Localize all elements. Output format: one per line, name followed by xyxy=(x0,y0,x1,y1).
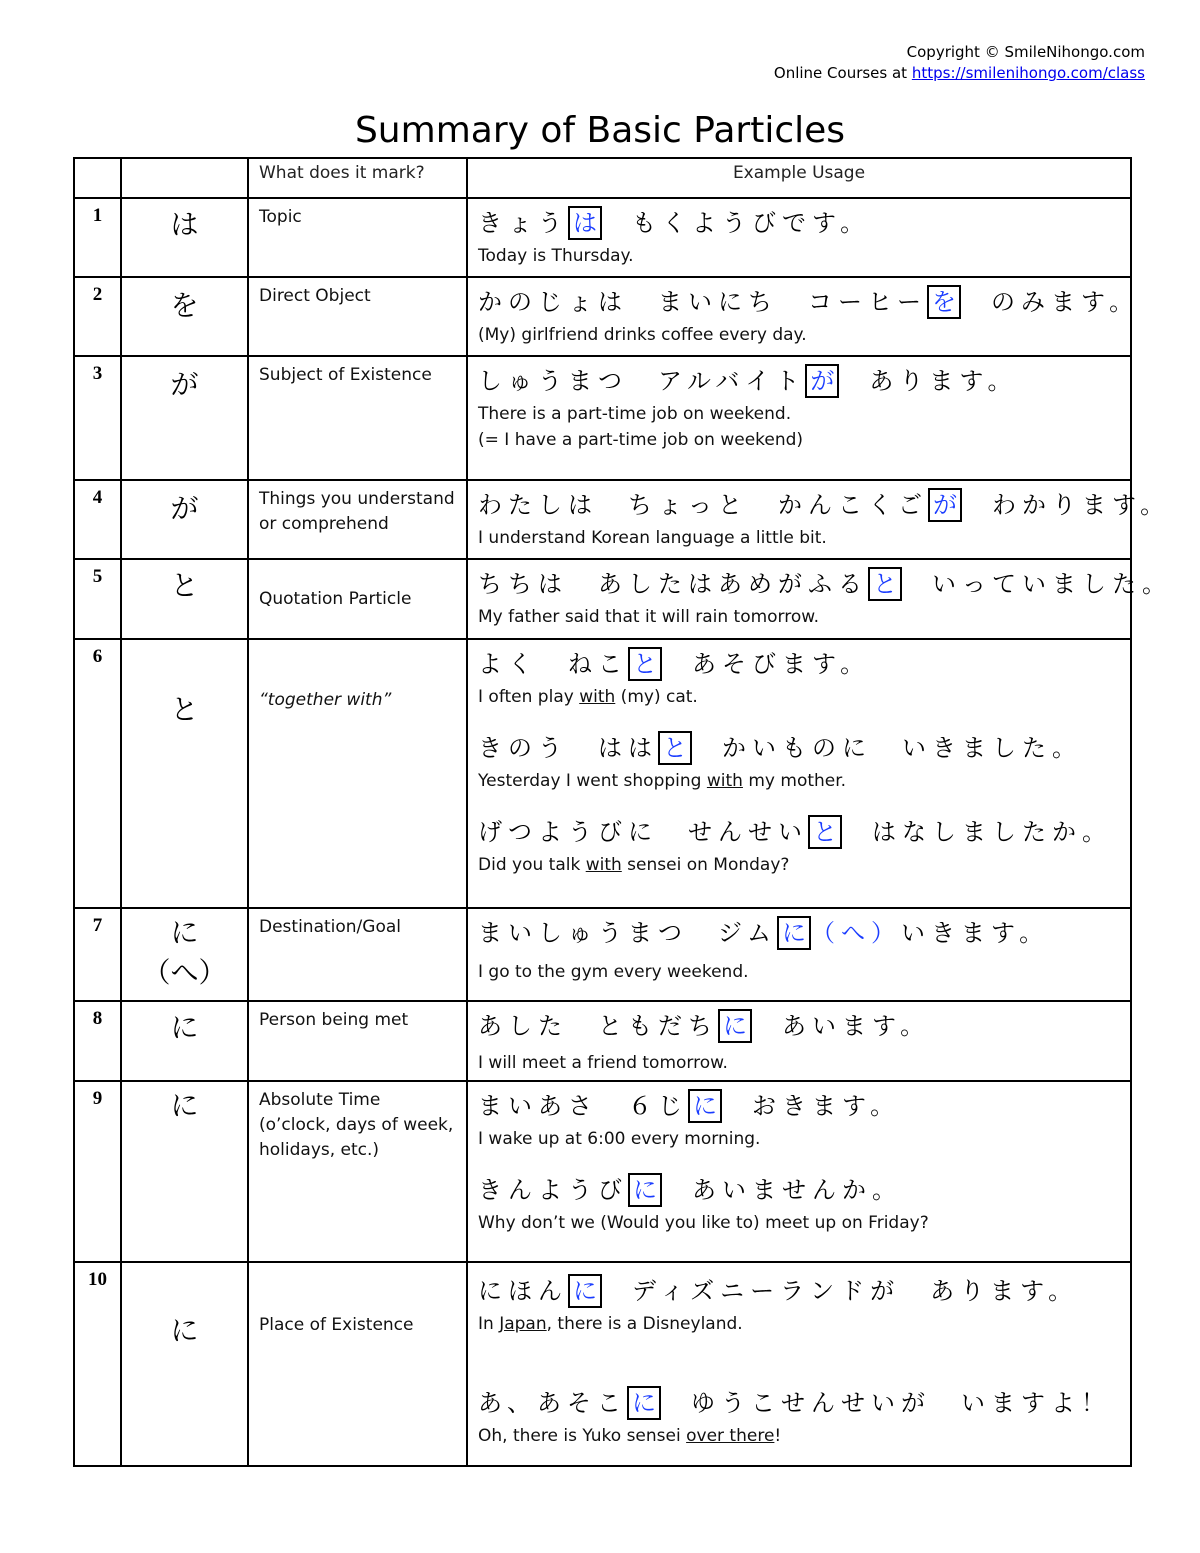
row-number: 7 xyxy=(74,908,121,1001)
highlighted-particle: に xyxy=(777,916,811,950)
particle: に xyxy=(170,1314,199,1347)
example-cell xyxy=(467,639,1131,908)
english-translation: I go to the gym every weekend. xyxy=(478,962,749,982)
japanese-example: あした ともだち に あいます。 xyxy=(478,1006,1120,1046)
particle-cell xyxy=(121,480,248,559)
underlined-word: with xyxy=(706,771,743,791)
header-mark: What does it mark? xyxy=(248,158,467,198)
example-cell xyxy=(467,908,1131,1001)
highlighted-particle: に xyxy=(627,1386,661,1420)
page-title: Summary of Basic Particles xyxy=(354,110,846,151)
highlighted-particle: に xyxy=(628,1173,662,1207)
row-number: 6 xyxy=(74,639,121,908)
particles-table xyxy=(73,157,1172,1467)
japanese-example: げつようびに せんせい と はなしましたか。 xyxy=(478,812,1120,852)
particle-cell xyxy=(121,277,248,356)
table-row xyxy=(74,1262,1131,1466)
row-number: 2 xyxy=(74,277,121,356)
row-number: 9 xyxy=(74,1081,121,1262)
particle-cell xyxy=(121,559,248,639)
particle: に xyxy=(170,916,199,949)
particle-cell xyxy=(121,1081,248,1262)
particle-alt: （へ） xyxy=(142,956,227,989)
example-cell xyxy=(467,480,1171,559)
header-example: Example Usage xyxy=(467,158,1131,198)
particle: は xyxy=(170,208,199,241)
japanese-example: かのじょは まいにち コーヒー を のみます。 xyxy=(478,282,1120,322)
japanese-example: にほん に ディズニーランドが あります。 xyxy=(478,1271,1120,1311)
particle: が xyxy=(170,492,199,525)
table-row xyxy=(74,198,1131,277)
english-translation: Did you talk with sensei on Monday? xyxy=(478,855,790,875)
row-number: 10 xyxy=(74,1262,121,1466)
mark-label: Place of Existence xyxy=(259,1315,414,1335)
underlined-word: over there xyxy=(686,1426,775,1446)
courses-prefix: Online Courses at xyxy=(773,64,912,82)
table-row xyxy=(74,639,1131,908)
highlighted-particle: は xyxy=(568,206,602,240)
mark-cell: Person being met xyxy=(248,1001,467,1081)
courses-line xyxy=(774,63,1145,84)
example-cell xyxy=(467,198,1131,277)
table-row xyxy=(74,277,1131,356)
example-cell xyxy=(467,1081,1131,1262)
highlighted-particle: と xyxy=(658,731,692,765)
mark-cell: Direct Object xyxy=(248,277,467,356)
highlighted-particle: に xyxy=(718,1009,752,1043)
english-translation: Oh, there is Yuko sensei over there! xyxy=(478,1426,782,1446)
japanese-example: あ、あそこ に ゆうこせんせいが いますよ！ xyxy=(478,1383,1120,1423)
particle-cell xyxy=(121,1001,248,1081)
english-translation: There is a part-time job on weekend. xyxy=(478,404,792,424)
mark-label: “together with” xyxy=(259,690,392,710)
highlighted-particle: に xyxy=(688,1089,722,1123)
english-translation: Why don’t we (Would you like to) meet up on Friday? xyxy=(478,1213,929,1233)
highlighted-particle: と xyxy=(628,647,662,681)
mark-cell: Destination/Goal xyxy=(248,908,467,1001)
japanese-example: きんようび に あいませんか。 xyxy=(478,1170,1120,1210)
highlighted-particle: が xyxy=(928,488,962,522)
japanese-example: まいあさ ６じ に おきます。 xyxy=(478,1086,1120,1126)
english-translation: I often play with (my) cat. xyxy=(478,687,698,707)
english-translation: I understand Korean language a little bit. xyxy=(478,528,827,548)
example-cell xyxy=(467,1001,1131,1081)
table-row xyxy=(74,559,1131,639)
english-translation: I will meet a friend tomorrow. xyxy=(478,1053,728,1073)
row-number: 3 xyxy=(74,356,121,480)
mark-cell xyxy=(248,1262,467,1466)
english-translation: Today is Thursday. xyxy=(478,246,634,266)
english-translation: (My) girlfriend drinks coffee every day. xyxy=(478,325,807,345)
particle-cell xyxy=(121,356,248,480)
japanese-example: まいしゅうまつ ジム に （へ）いきます。 xyxy=(478,913,1120,953)
english-translation: I wake up at 6:00 every morning. xyxy=(478,1129,761,1149)
japanese-example: しゅうまつ アルバイト が あります。 xyxy=(478,361,1120,401)
example-cell xyxy=(467,559,1172,639)
underlined-word: with xyxy=(579,687,616,707)
mark-cell xyxy=(248,639,467,908)
particle-cell xyxy=(121,908,248,1001)
japanese-example: わたしは ちょっと かんこくご が わかります。 xyxy=(478,485,1120,525)
row-number: 4 xyxy=(74,480,121,559)
copyright-notice xyxy=(774,42,1145,84)
particle-cell xyxy=(121,639,248,908)
header-particle xyxy=(121,158,248,198)
underlined-word: with xyxy=(585,855,622,875)
highlighted-particle: が xyxy=(805,364,839,398)
japanese-example: よく ねこ と あそびます。 xyxy=(478,644,1120,684)
header-num xyxy=(74,158,121,198)
particle: が xyxy=(170,368,199,401)
example-cell xyxy=(467,1262,1131,1466)
row-number: 8 xyxy=(74,1001,121,1081)
particle: を xyxy=(170,289,199,322)
mark-cell: Things you understand or comprehend xyxy=(248,480,467,559)
highlighted-particle: と xyxy=(808,815,842,849)
particle: と xyxy=(170,693,199,726)
alternate-particle: （へ） xyxy=(811,919,902,947)
english-translation: In Japan, there is a Disneyland. xyxy=(478,1314,743,1334)
particle-cell xyxy=(121,198,248,277)
mark-cell: Absolute Time (o’clock, days of week, holidays, etc.) xyxy=(248,1081,467,1262)
row-number: 1 xyxy=(74,198,121,277)
row-number: 5 xyxy=(74,559,121,639)
japanese-example: ちちは あしたはあめがふる と いっていました。 xyxy=(478,564,1120,604)
header-row xyxy=(74,158,1131,198)
table-row xyxy=(74,1081,1131,1262)
underlined-word: Japan xyxy=(499,1314,547,1334)
english-translation-note: (= I have a part-time job on weekend) xyxy=(478,430,804,450)
particle: と xyxy=(170,569,199,602)
particle-cell xyxy=(121,1262,248,1466)
table-row xyxy=(74,1001,1131,1081)
courses-link[interactable]: https://smilenihongo.com/class xyxy=(911,64,1145,82)
mark-cell: Subject of Existence xyxy=(248,356,467,480)
particle: に xyxy=(170,1089,199,1122)
english-translation: My father said that it will rain tomorrow. xyxy=(478,607,820,627)
example-cell xyxy=(467,356,1131,480)
particle: に xyxy=(170,1011,199,1044)
highlighted-particle: を xyxy=(927,285,961,319)
mark-cell: Topic xyxy=(248,198,467,277)
table-row xyxy=(74,356,1131,480)
copyright-line: Copyright © SmileNihongo.com xyxy=(906,43,1145,61)
japanese-example: きょう は もくようびです。 xyxy=(478,203,1120,243)
table-row xyxy=(74,480,1131,559)
example-cell xyxy=(467,277,1140,356)
highlighted-particle: に xyxy=(568,1274,602,1308)
japanese-example: きのう はは と かいものに いきました。 xyxy=(478,728,1120,768)
table-row xyxy=(74,908,1131,1001)
mark-cell: Quotation Particle xyxy=(248,559,467,639)
english-translation: Yesterday I went shopping with my mother. xyxy=(478,771,847,791)
highlighted-particle: と xyxy=(868,567,902,601)
